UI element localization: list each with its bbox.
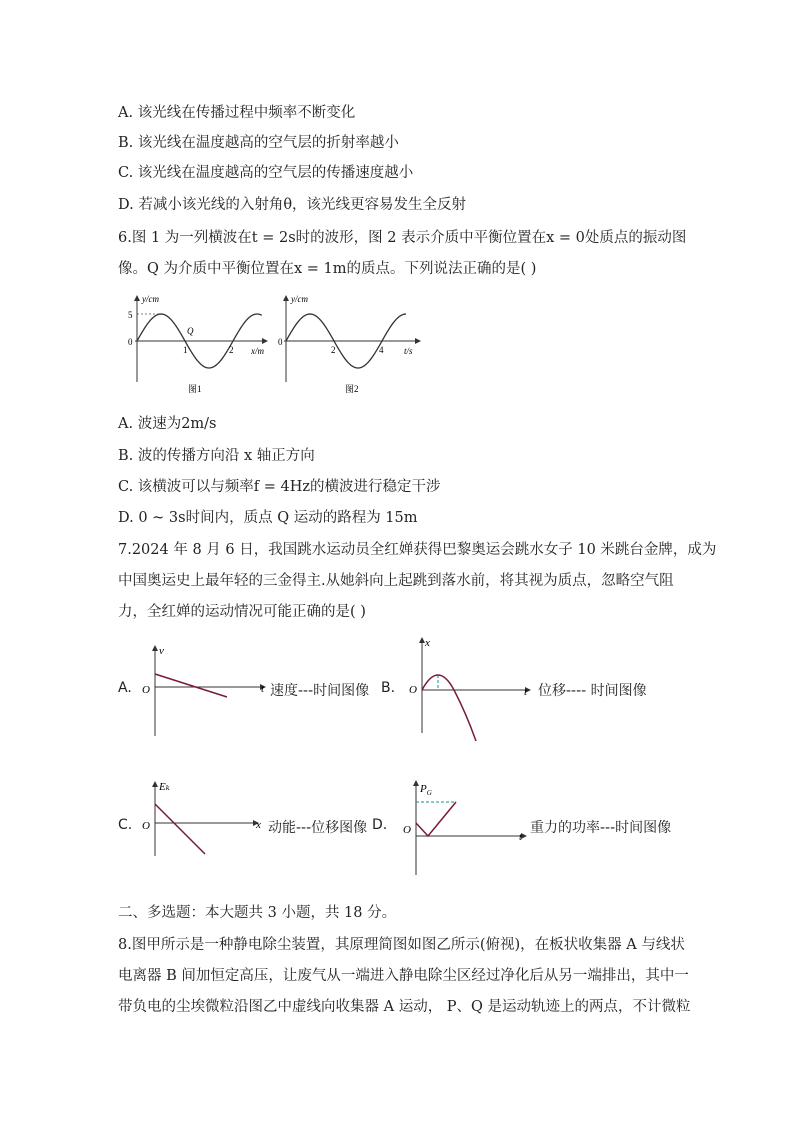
svg-text:t: t xyxy=(519,831,523,843)
fig1-point-q: Q xyxy=(187,326,194,336)
q7-d-desc: 重力的功率---时间图像 xyxy=(530,820,672,836)
svg-text:x: x xyxy=(425,637,430,649)
fig1-origin: 0 xyxy=(128,337,133,347)
fig1-tick-2: 2 xyxy=(229,345,234,355)
fig2-ylabel: y/cm xyxy=(291,294,308,304)
q6-fig1 xyxy=(125,290,275,400)
fig1-tick-1: 1 xyxy=(183,345,188,355)
option-a-prev: A. 该光线在传播过程中频率不断变化 xyxy=(118,105,356,121)
svg-text:O: O xyxy=(403,824,411,836)
q8-stem-line1: 8.图甲所示是一种静电除尘装置，其原理简图如图乙所示(俯视)，在板状收集器 A 与线状 xyxy=(118,937,685,953)
q7-c-letter: C. xyxy=(118,817,133,833)
q6-stem-line2: 像。Q 为介质中平衡位置在x = 1m的质点。下列说法正确的是( ) xyxy=(118,261,537,277)
fig2-caption: 图2 xyxy=(345,384,359,394)
q6-option-b: B. 波的传播方向沿 x 轴正方向 xyxy=(118,448,315,464)
option-d-prev: D. 若减小该光线的入射角θ，该光线更容易发生全反射 xyxy=(118,197,467,213)
fig2-tick-2: 2 xyxy=(331,345,336,355)
option-c-prev: C. 该光线在温度越高的空气层的传播速度越小 xyxy=(118,165,414,181)
svg-text:O: O xyxy=(142,684,150,696)
q7-d-graph xyxy=(400,776,528,876)
svg-text:t: t xyxy=(524,686,528,698)
q7-stem-line1: 7.2024 年 8 月 6 日，我国跳水运动员全红婵获得巴黎奥运会跳水女子 10 米跳台金牌，成为 xyxy=(118,542,717,558)
q7-b-curve xyxy=(422,675,476,741)
fig1-xlabel: x/m xyxy=(251,346,264,356)
q7-stem-line2: 中国奥运史上最年轻的三金得主.从她斜向上起跳到落水前，将其视为质点，忽略空气阻 xyxy=(118,573,674,589)
q8-stem-line3: 带负电的尘埃微粒沿图乙中虚线向收集器 A 运动， P、Q 是运动轨迹上的两点，不计微粒 xyxy=(118,999,691,1015)
option-b-prev: B. 该光线在温度越高的空气层的折射率越小 xyxy=(118,135,399,151)
q7-c-graph xyxy=(140,778,270,858)
q6-option-c: C. 该横波可以与频率f = 4Hz的横波进行稳定干涉 xyxy=(118,479,441,495)
fig1-caption: 图1 xyxy=(188,384,202,394)
q8-stem-line2: 电离器 B 间加恒定高压，让废气从一端进入静电除尘区经过净化后从另一端排出，其中一 xyxy=(118,968,689,984)
svg-text:x: x xyxy=(256,819,261,831)
q7-c-desc: 动能---位移图像 xyxy=(268,820,368,836)
q7-stem-line3: 力，全红婵的运动情况可能正确的是( ) xyxy=(118,604,366,620)
svg-text:t: t xyxy=(261,683,265,695)
q6-stem-line1: 6.图 1 为一列横波在t = 2s时的波形，图 2 表示介质中平衡位置在x = 0处质点的振动图 xyxy=(118,230,687,246)
svg-text:O: O xyxy=(142,820,150,832)
svg-text:v: v xyxy=(159,645,164,657)
q7-d-line xyxy=(416,802,456,836)
fig1-ylabel: y/cm xyxy=(142,294,159,304)
q7-a-line xyxy=(155,674,227,697)
q7-b-desc: 位移---- 时间图像 xyxy=(538,683,647,699)
fig2-xlabel: t/s xyxy=(404,346,413,356)
svg-text:PG: $P_G$ xyxy=(420,783,432,797)
q7-a-letter: A. xyxy=(118,680,132,696)
q7-b-letter: B. xyxy=(381,680,396,696)
q7-a-graph xyxy=(140,640,270,738)
fig1-amp-label: 5 xyxy=(128,310,133,320)
q6-option-a: A. 波速为2m/s xyxy=(118,416,217,432)
q7-d-letter: D. xyxy=(372,817,388,833)
fig2-tick-4: 4 xyxy=(379,345,384,355)
svg-text:O: O xyxy=(409,684,417,696)
fig2-origin: 0 xyxy=(278,337,283,347)
q7-b-graph xyxy=(400,633,536,743)
svg-text:Eₖ: Eₖ xyxy=(159,781,170,793)
q7-a-desc: 速度---时间图像 xyxy=(270,683,370,699)
q6-option-d: D. 0 ~ 3s时间内，质点 Q 运动的路程为 15m xyxy=(118,510,418,526)
section-2-heading: 二、多选题：本大题共 3 小题，共 18 分。 xyxy=(118,905,397,921)
q7-c-line xyxy=(155,804,205,854)
q6-fig2 xyxy=(278,290,428,400)
